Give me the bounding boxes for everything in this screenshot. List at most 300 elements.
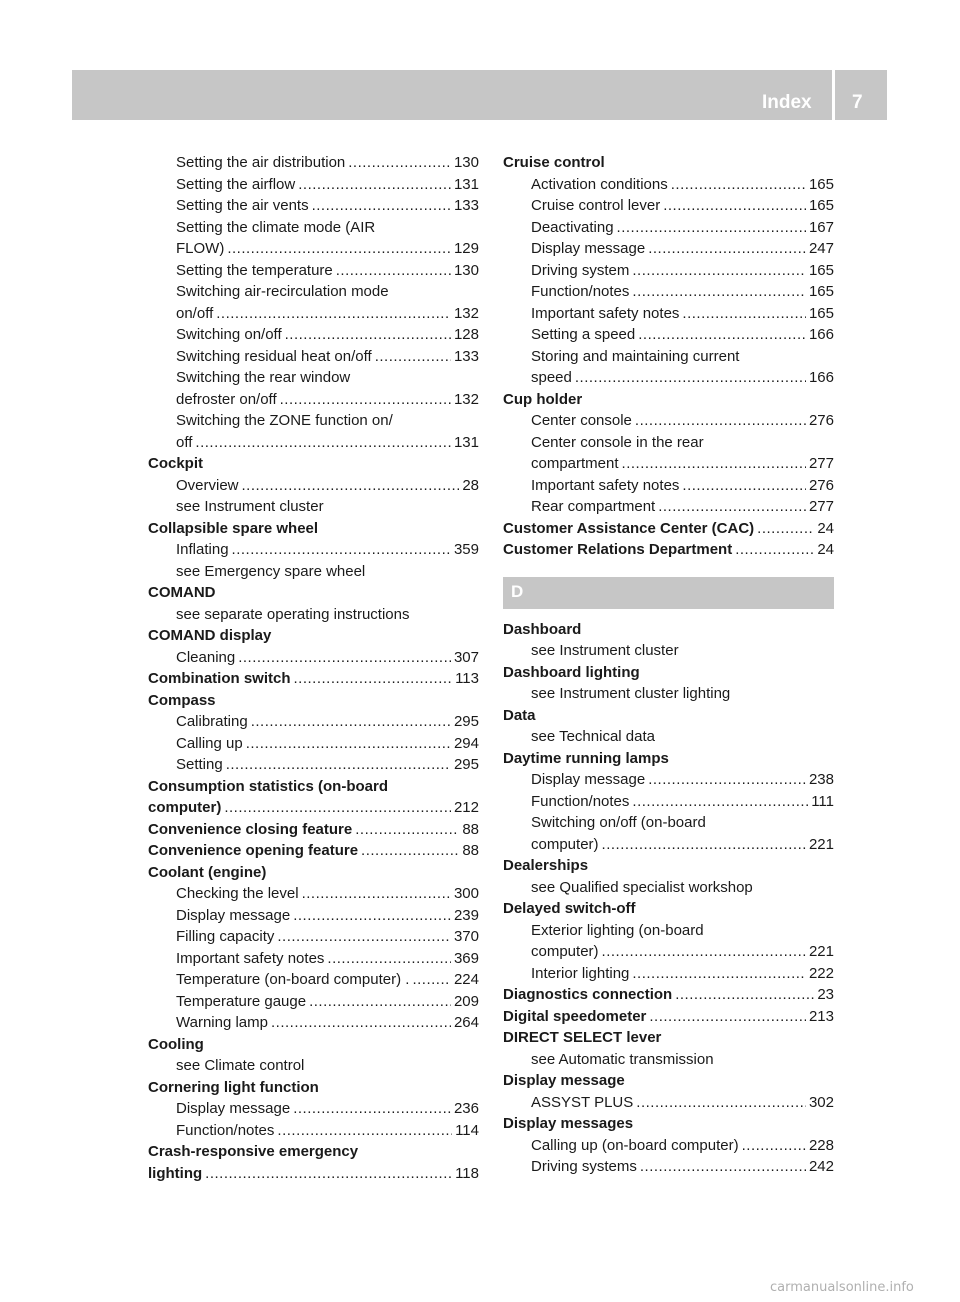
entry-text: COMAND display bbox=[148, 627, 272, 644]
index-heading bbox=[148, 1077, 479, 1099]
page-ref[interactable]: 88 bbox=[462, 842, 479, 859]
entry-text: Function/notes bbox=[531, 792, 630, 810]
entry-text: Setting a speed bbox=[531, 326, 636, 343]
entry-text: Setting the air distribution bbox=[176, 154, 346, 171]
entry-text: Calling up bbox=[176, 734, 243, 752]
index-heading bbox=[503, 518, 834, 540]
index-subentry bbox=[148, 647, 479, 669]
entry-text: Cornering light function bbox=[148, 1078, 319, 1096]
page-ref[interactable]: 113 bbox=[455, 670, 479, 687]
index-column-left bbox=[148, 152, 479, 1184]
entry-text: Display message bbox=[531, 240, 646, 257]
index-subentry bbox=[503, 791, 834, 813]
page-ref[interactable]: 24 bbox=[817, 519, 834, 537]
index-subentry bbox=[148, 883, 479, 905]
leader-dots bbox=[640, 1156, 806, 1178]
index-subentry bbox=[148, 303, 479, 325]
page-ref[interactable]: 247 bbox=[808, 240, 834, 257]
index-subentry bbox=[148, 260, 479, 282]
leader-dots bbox=[757, 518, 814, 540]
index-subentry bbox=[148, 948, 479, 970]
index-heading bbox=[148, 690, 479, 712]
leader-dots bbox=[226, 754, 451, 776]
page-ref[interactable]: 221 bbox=[808, 835, 834, 853]
page-ref[interactable]: 128 bbox=[453, 326, 479, 343]
page-ref[interactable]: 165 bbox=[808, 283, 834, 300]
entry-text: Center console bbox=[531, 412, 632, 429]
page-ref[interactable]: 213 bbox=[808, 1007, 834, 1025]
page-ref[interactable]: 221 bbox=[808, 943, 834, 960]
page-ref[interactable]: 165 bbox=[808, 197, 834, 214]
index-subentry bbox=[148, 561, 479, 583]
entry-text: Activation conditions bbox=[531, 175, 668, 193]
index-subentry bbox=[503, 877, 834, 899]
leader-dots bbox=[293, 1098, 451, 1120]
index-subentry bbox=[503, 683, 834, 705]
section-header-d bbox=[503, 577, 834, 609]
index-heading bbox=[148, 840, 479, 862]
leader-dots bbox=[682, 303, 806, 325]
entry-text: Interior lighting bbox=[531, 964, 630, 982]
entry-text: lighting bbox=[148, 1164, 203, 1182]
index-subentry bbox=[503, 941, 834, 963]
leader-dots bbox=[635, 410, 806, 432]
index-heading bbox=[148, 453, 479, 475]
entry-text: Switching the ZONE function on/ bbox=[176, 412, 393, 429]
leader-dots bbox=[632, 963, 806, 985]
entry-text: Delayed switch-off bbox=[503, 900, 636, 917]
page-ref[interactable]: 212 bbox=[453, 799, 479, 816]
index-heading bbox=[503, 619, 834, 641]
entry-text: FLOW) bbox=[176, 240, 225, 257]
index-subentry bbox=[148, 174, 479, 196]
page-ref[interactable]: 277 bbox=[808, 498, 834, 515]
page-ref[interactable]: 276 bbox=[808, 412, 834, 429]
page-ref[interactable]: 359 bbox=[453, 541, 479, 558]
index-subentry bbox=[148, 1098, 479, 1120]
entry-text: Setting the airflow bbox=[176, 175, 296, 193]
index-subentry bbox=[503, 726, 834, 748]
leader-dots bbox=[293, 905, 451, 927]
entry-text: Diagnostics connection bbox=[503, 986, 673, 1003]
index-heading bbox=[503, 389, 834, 411]
index-subentry bbox=[148, 1012, 479, 1034]
page-ref[interactable]: 24 bbox=[817, 541, 834, 558]
index-subentry bbox=[148, 152, 479, 174]
entry-text: Switching on/off bbox=[176, 326, 282, 343]
index-subentry bbox=[148, 217, 479, 239]
index-subentry bbox=[503, 812, 834, 834]
page-ref[interactable]: 88 bbox=[462, 820, 479, 838]
entry-text: Dashboard bbox=[503, 620, 582, 638]
page-ref[interactable]: 239 bbox=[453, 906, 479, 924]
index-column-right bbox=[503, 152, 834, 1178]
leader-dots bbox=[327, 948, 451, 970]
index-heading bbox=[148, 819, 479, 841]
entry-text: Dealerships bbox=[503, 857, 589, 874]
entry-text: see Technical data bbox=[531, 728, 655, 745]
page-ref[interactable]: 165 bbox=[808, 175, 834, 193]
page-ref[interactable]: 238 bbox=[808, 771, 834, 788]
entry-text: defroster on/off bbox=[176, 390, 277, 408]
index-subentry bbox=[148, 926, 479, 948]
leader-dots bbox=[742, 1135, 806, 1157]
index-heading bbox=[148, 862, 479, 884]
index-subentry bbox=[503, 453, 834, 475]
leader-dots bbox=[280, 389, 451, 411]
page-section-title: Index bbox=[762, 92, 812, 113]
entry-text: see Qualified specialist workshop bbox=[531, 878, 753, 896]
page-ref[interactable]: 131 bbox=[453, 433, 479, 451]
entry-text: Crash-responsive emergency bbox=[148, 1143, 359, 1160]
leader-dots bbox=[638, 324, 806, 346]
entry-text: Cockpit bbox=[148, 455, 204, 472]
entry-text: Inflating bbox=[176, 541, 229, 558]
page-ref[interactable]: 133 bbox=[453, 197, 479, 214]
index-subentry bbox=[148, 496, 479, 518]
entry-text: Data bbox=[503, 706, 536, 724]
page-ref[interactable]: 165 bbox=[808, 261, 834, 279]
index-heading bbox=[503, 152, 834, 174]
leader-dots bbox=[622, 453, 806, 475]
index-subentry bbox=[503, 432, 834, 454]
page-ref[interactable]: 295 bbox=[453, 713, 479, 730]
leader-dots bbox=[238, 647, 451, 669]
leader-dots bbox=[309, 991, 451, 1013]
index-subentry bbox=[503, 963, 834, 985]
index-subentry bbox=[148, 539, 479, 561]
index-subentry bbox=[503, 281, 834, 303]
page-ref[interactable]: 264 bbox=[453, 1014, 479, 1031]
index-heading bbox=[148, 1141, 479, 1163]
leader-dots bbox=[375, 346, 451, 368]
entry-text: Cruise control bbox=[503, 154, 605, 171]
leader-dots bbox=[216, 303, 451, 325]
entry-text: Convenience opening feature bbox=[148, 842, 359, 859]
index-subentry bbox=[503, 920, 834, 942]
leader-dots bbox=[648, 769, 806, 791]
index-heading bbox=[148, 1034, 479, 1056]
index-heading bbox=[148, 797, 479, 819]
entry-text: Important safety notes bbox=[176, 949, 325, 967]
index-heading bbox=[503, 1006, 834, 1028]
page-ref[interactable]: 111 bbox=[811, 792, 834, 810]
page-ref[interactable]: 132 bbox=[453, 390, 479, 408]
page-ref[interactable]: 236 bbox=[453, 1100, 479, 1117]
index-heading bbox=[503, 705, 834, 727]
index-subentry bbox=[148, 475, 479, 497]
index-subentry bbox=[148, 367, 479, 389]
index-subentry bbox=[503, 1135, 834, 1157]
entry-text: see Emergency spare wheel bbox=[176, 562, 366, 580]
leader-dots bbox=[648, 238, 806, 260]
page-ref[interactable]: 166 bbox=[808, 326, 834, 343]
page-ref[interactable]: 228 bbox=[808, 1136, 834, 1154]
entry-text: Setting the temperature bbox=[176, 261, 333, 279]
entry-text: Calibrating bbox=[176, 713, 248, 730]
index-subentry bbox=[503, 640, 834, 662]
index-heading bbox=[503, 748, 834, 770]
index-subentry bbox=[503, 834, 834, 856]
entry-text: Setting the climate mode (AIR bbox=[176, 218, 376, 236]
page-ref[interactable]: 131 bbox=[453, 175, 479, 193]
index-heading bbox=[503, 539, 834, 561]
entry-text: computer) bbox=[148, 799, 222, 816]
leader-dots bbox=[671, 174, 806, 196]
index-subentry bbox=[503, 238, 834, 260]
index-subentry bbox=[148, 389, 479, 411]
leader-dots bbox=[602, 941, 806, 963]
entry-text: Coolant (engine) bbox=[148, 863, 267, 881]
page-ref[interactable]: 130 bbox=[453, 154, 479, 171]
leader-dots bbox=[195, 432, 451, 454]
index-heading bbox=[148, 518, 479, 540]
index-subentry bbox=[503, 496, 834, 518]
leader-dots bbox=[361, 840, 459, 862]
entry-text: Exterior lighting (on-board bbox=[531, 921, 704, 939]
page-ref[interactable]: 118 bbox=[455, 1164, 479, 1182]
index-subentry bbox=[148, 195, 479, 217]
entry-text: Important safety notes bbox=[531, 304, 680, 322]
entry-text: Driving systems bbox=[531, 1158, 637, 1175]
entry-text: Filling capacity bbox=[176, 928, 275, 945]
entry-text: Consumption statistics (on-board bbox=[148, 777, 388, 795]
entry-text: Display message bbox=[176, 906, 291, 924]
entry-text: see Instrument cluster bbox=[176, 498, 324, 515]
index-subentry bbox=[503, 324, 834, 346]
watermark: carmanualsonline.info bbox=[770, 1280, 914, 1295]
page-ref[interactable]: 294 bbox=[453, 734, 479, 752]
leader-dots bbox=[735, 539, 814, 561]
page-ref[interactable]: 300 bbox=[453, 885, 479, 902]
leader-dots bbox=[675, 984, 814, 1006]
index-heading bbox=[503, 984, 834, 1006]
leader-dots bbox=[312, 195, 451, 217]
leader-dots bbox=[632, 791, 808, 813]
entry-text: Important safety notes bbox=[531, 476, 680, 494]
entry-text: Setting the air vents bbox=[176, 197, 309, 214]
index-heading bbox=[503, 1027, 834, 1049]
entry-text: Calling up (on-board computer) bbox=[531, 1136, 739, 1154]
index-subentry bbox=[148, 346, 479, 368]
page-ref[interactable]: 165 bbox=[808, 304, 834, 322]
entry-text: Switching residual heat on/off bbox=[176, 347, 372, 365]
index-subentry bbox=[148, 410, 479, 432]
entry-text: Daytime running lamps bbox=[503, 749, 669, 767]
leader-dots bbox=[246, 733, 451, 755]
leader-dots bbox=[232, 539, 451, 561]
leader-dots bbox=[632, 260, 806, 282]
index-subentry bbox=[503, 260, 834, 282]
entry-text: Driving system bbox=[531, 261, 630, 279]
index-heading bbox=[148, 668, 479, 690]
entry-text: Display message bbox=[176, 1100, 291, 1117]
entry-text: ASSYST PLUS bbox=[531, 1093, 634, 1111]
leader-dots bbox=[658, 496, 806, 518]
entry-text: computer) bbox=[531, 835, 599, 853]
leader-dots bbox=[602, 834, 806, 856]
index-heading bbox=[503, 898, 834, 920]
page-ref[interactable]: 129 bbox=[453, 240, 479, 257]
leader-dots bbox=[412, 969, 451, 991]
index-heading bbox=[148, 582, 479, 604]
entry-text: Warning lamp bbox=[176, 1014, 268, 1031]
leader-dots bbox=[617, 217, 806, 239]
index-subentry bbox=[148, 324, 479, 346]
entry-text: Display message bbox=[503, 1072, 625, 1089]
entry-text: speed bbox=[531, 369, 572, 386]
index-heading bbox=[148, 1163, 479, 1185]
entry-text: Collapsible spare wheel bbox=[148, 519, 319, 537]
entry-text: Storing and maintaining current bbox=[531, 347, 740, 365]
leader-dots bbox=[298, 174, 451, 196]
leader-dots bbox=[355, 819, 459, 841]
page-ref[interactable]: 132 bbox=[453, 304, 479, 322]
entry-text: see Automatic transmission bbox=[531, 1050, 714, 1068]
index-subentry bbox=[148, 281, 479, 303]
index-subentry bbox=[503, 346, 834, 368]
index-heading bbox=[503, 1113, 834, 1135]
index-heading bbox=[148, 776, 479, 798]
leader-dots bbox=[348, 152, 451, 174]
entry-text: computer) bbox=[531, 943, 599, 960]
entry-text: Function/notes bbox=[176, 1121, 275, 1139]
page-ref[interactable]: 209 bbox=[453, 992, 479, 1010]
entry-text: Function/notes bbox=[531, 283, 630, 300]
entry-text: compartment bbox=[531, 455, 619, 472]
leader-dots bbox=[285, 324, 451, 346]
leader-dots bbox=[242, 475, 460, 497]
index-subentry bbox=[503, 303, 834, 325]
entry-text: Cooling bbox=[148, 1035, 204, 1053]
page-ref[interactable]: 242 bbox=[808, 1158, 834, 1175]
index-subentry bbox=[503, 1092, 834, 1114]
page-ref[interactable]: 224 bbox=[453, 971, 479, 988]
index-subentry bbox=[503, 475, 834, 497]
index-subentry bbox=[148, 1120, 479, 1142]
index-subentry bbox=[148, 754, 479, 776]
leader-dots bbox=[227, 238, 451, 260]
page-ref[interactable]: 277 bbox=[808, 455, 834, 472]
page-ref[interactable]: 133 bbox=[453, 347, 479, 365]
entry-text: Combination switch bbox=[148, 670, 291, 687]
leader-dots bbox=[251, 711, 451, 733]
entry-text: on/off bbox=[176, 304, 214, 322]
entry-text: Switching on/off (on-board bbox=[531, 814, 706, 831]
index-subentry bbox=[148, 733, 479, 755]
leader-dots bbox=[336, 260, 451, 282]
index-subentry bbox=[503, 195, 834, 217]
entry-text: Customer Assistance Center (CAC) bbox=[503, 519, 755, 537]
leader-dots bbox=[205, 1163, 452, 1185]
entry-text: see Instrument cluster bbox=[531, 642, 679, 659]
entry-text: Cruise control lever bbox=[531, 197, 661, 214]
page-ref[interactable]: 369 bbox=[453, 949, 479, 967]
header-divider bbox=[832, 70, 835, 120]
index-subentry bbox=[148, 238, 479, 260]
index-subentry bbox=[148, 905, 479, 927]
entry-text: Setting bbox=[176, 756, 223, 773]
entry-text: off bbox=[176, 433, 193, 451]
page-ref[interactable]: 114 bbox=[455, 1121, 479, 1139]
entry-text: Temperature (on-board computer) . bbox=[176, 971, 410, 988]
index-subentry bbox=[503, 769, 834, 791]
index-subentry bbox=[148, 991, 479, 1013]
page-ref[interactable]: 295 bbox=[453, 756, 479, 773]
entry-text: DIRECT SELECT lever bbox=[503, 1029, 662, 1046]
page-ref[interactable]: 307 bbox=[453, 648, 479, 666]
index-subentry bbox=[503, 217, 834, 239]
index-subentry bbox=[503, 1049, 834, 1071]
leader-dots bbox=[277, 926, 451, 948]
index-heading bbox=[148, 625, 479, 647]
entry-text: Cleaning bbox=[176, 648, 236, 666]
page-ref[interactable]: 28 bbox=[462, 476, 479, 494]
entry-text: Checking the level bbox=[176, 885, 299, 902]
entry-text: Cup holder bbox=[503, 390, 583, 408]
entry-text: Temperature gauge bbox=[176, 992, 307, 1010]
index-subentry bbox=[503, 367, 834, 389]
entry-text: Display message bbox=[531, 771, 646, 788]
leader-dots bbox=[294, 668, 453, 690]
entry-text: Switching air-recirculation mode bbox=[176, 283, 389, 300]
index-subentry bbox=[148, 969, 479, 991]
index-subentry bbox=[503, 410, 834, 432]
leader-dots bbox=[632, 281, 806, 303]
entry-text: COMAND bbox=[148, 584, 216, 601]
index-subentry bbox=[148, 604, 479, 626]
leader-dots bbox=[682, 475, 806, 497]
leader-dots bbox=[224, 797, 451, 819]
entry-text: see Climate control bbox=[176, 1057, 305, 1074]
entry-text: Compass bbox=[148, 691, 216, 709]
leader-dots bbox=[575, 367, 806, 389]
page-ref[interactable]: 23 bbox=[817, 986, 834, 1003]
entry-text: Display messages bbox=[503, 1115, 634, 1132]
index-subentry bbox=[148, 1055, 479, 1077]
page-ref[interactable]: 167 bbox=[808, 218, 834, 236]
leader-dots bbox=[649, 1006, 806, 1028]
leader-dots bbox=[277, 1120, 452, 1142]
leader-dots bbox=[271, 1012, 451, 1034]
entry-text: Deactivating bbox=[531, 218, 614, 236]
page-ref[interactable]: 222 bbox=[808, 964, 834, 982]
index-heading bbox=[503, 855, 834, 877]
page-number: 7 bbox=[852, 92, 863, 113]
entry-text: see Instrument cluster lighting bbox=[531, 685, 731, 702]
index-subentry bbox=[503, 174, 834, 196]
index-heading bbox=[503, 662, 834, 684]
entry-text: Switching the rear window bbox=[176, 369, 351, 386]
entry-text: Customer Relations Department bbox=[503, 541, 733, 558]
page-ref[interactable]: 370 bbox=[453, 928, 479, 945]
entry-text: Digital speedometer bbox=[503, 1007, 647, 1025]
index-subentry bbox=[148, 432, 479, 454]
entry-text: Rear compartment bbox=[531, 498, 656, 515]
entry-text: see separate operating instructions bbox=[176, 605, 410, 623]
leader-dots bbox=[663, 195, 806, 217]
index-subentry bbox=[503, 1156, 834, 1178]
page-ref[interactable]: 302 bbox=[808, 1093, 834, 1111]
section-letter: D bbox=[511, 581, 524, 601]
index-heading bbox=[503, 1070, 834, 1092]
page-ref[interactable]: 166 bbox=[808, 369, 834, 386]
entry-text: Dashboard lighting bbox=[503, 663, 640, 681]
entry-text: Convenience closing feature bbox=[148, 820, 353, 838]
page-ref[interactable]: 276 bbox=[808, 476, 834, 494]
index-subentry bbox=[148, 711, 479, 733]
page-ref[interactable]: 130 bbox=[453, 261, 479, 279]
